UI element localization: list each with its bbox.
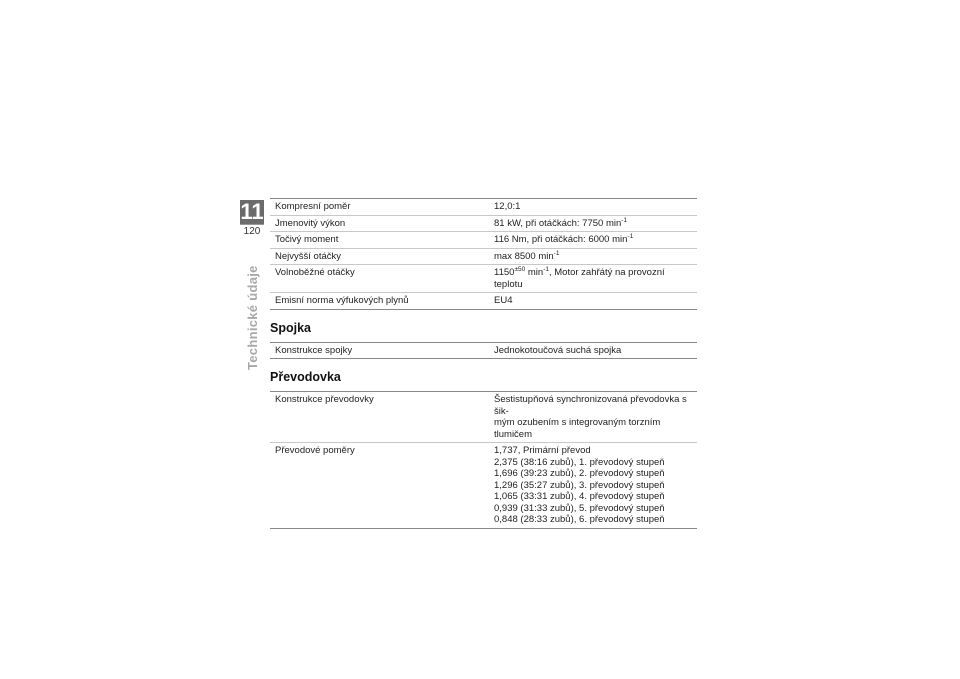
spec-value: 1,737, Primární převod 2,375 (38:16 zubů), 1. převodový stupeň 1,696 (39:23 zubů), 2. převodový stupeň 1,296 (35:27 zubů), 3. převodový stupeň 1,065 (33:31 zubů), 4. převodový stupeň 0,939 (31:33 zubů), 5. převodový stupeň 0,848 (28:33 zubů), 6. převodový stupeň: [489, 443, 697, 529]
spec-key: Konstrukce spojky: [275, 344, 353, 356]
section-heading-gearbox: Převodovka: [270, 370, 341, 384]
spec-key: Nejvyšší otáčky: [270, 248, 489, 265]
spec-key: Konstrukce převodovky: [275, 394, 374, 405]
spec-key: Jmenovitý výkon: [270, 215, 489, 232]
spec-value: Šestistupňová synchronizovaná převodovka s šik- mým ozubením s integrovaným torzním tlumičem: [494, 394, 687, 440]
chapter-number: 11: [240, 199, 264, 224]
spec-content: [270, 198, 697, 529]
spec-value: EU4: [489, 293, 697, 310]
table-row: [270, 342, 697, 359]
table-row: [270, 232, 697, 249]
spec-value: 12,0:1: [494, 201, 521, 212]
table-row: [270, 443, 697, 529]
section-heading-clutch: Spojka: [270, 320, 311, 335]
spec-key: Volnoběžné otáčky: [270, 265, 489, 293]
table-row: [270, 215, 697, 232]
table-row: [270, 392, 697, 443]
gearbox-spec-table: [270, 391, 697, 529]
spec-value: $1150^{\pm 50}$ $\min^{-1}$, Motor zahřátý na provozní teplotu: [489, 265, 697, 293]
table-row: [270, 199, 697, 216]
spec-value: Jednokotoučová suchá spojka: [494, 344, 622, 356]
spec-key: Převodové poměry: [270, 443, 489, 529]
spec-value: 116 Nm, při otáčkách: 6000 $\min^{-1}$: [489, 232, 697, 249]
engine-spec-table: [270, 198, 697, 310]
spec-value: max 8500 $\min^{-1}$: [489, 248, 697, 265]
page-number: 120: [240, 224, 264, 237]
table-row: [270, 248, 697, 265]
spec-value: 81 kW, při otáčkách: 7750 $\min^{-1}$: [489, 215, 697, 232]
clutch-spec-table: [270, 342, 697, 360]
spec-key: Točivý moment: [270, 232, 489, 249]
table-row: [270, 293, 697, 310]
spec-key: Kompresní poměr: [275, 201, 351, 212]
spec-key: Emisní norma výfukových plynů: [270, 293, 489, 310]
table-row: [270, 265, 697, 293]
chapter-title: Technické údaje: [245, 265, 260, 370]
